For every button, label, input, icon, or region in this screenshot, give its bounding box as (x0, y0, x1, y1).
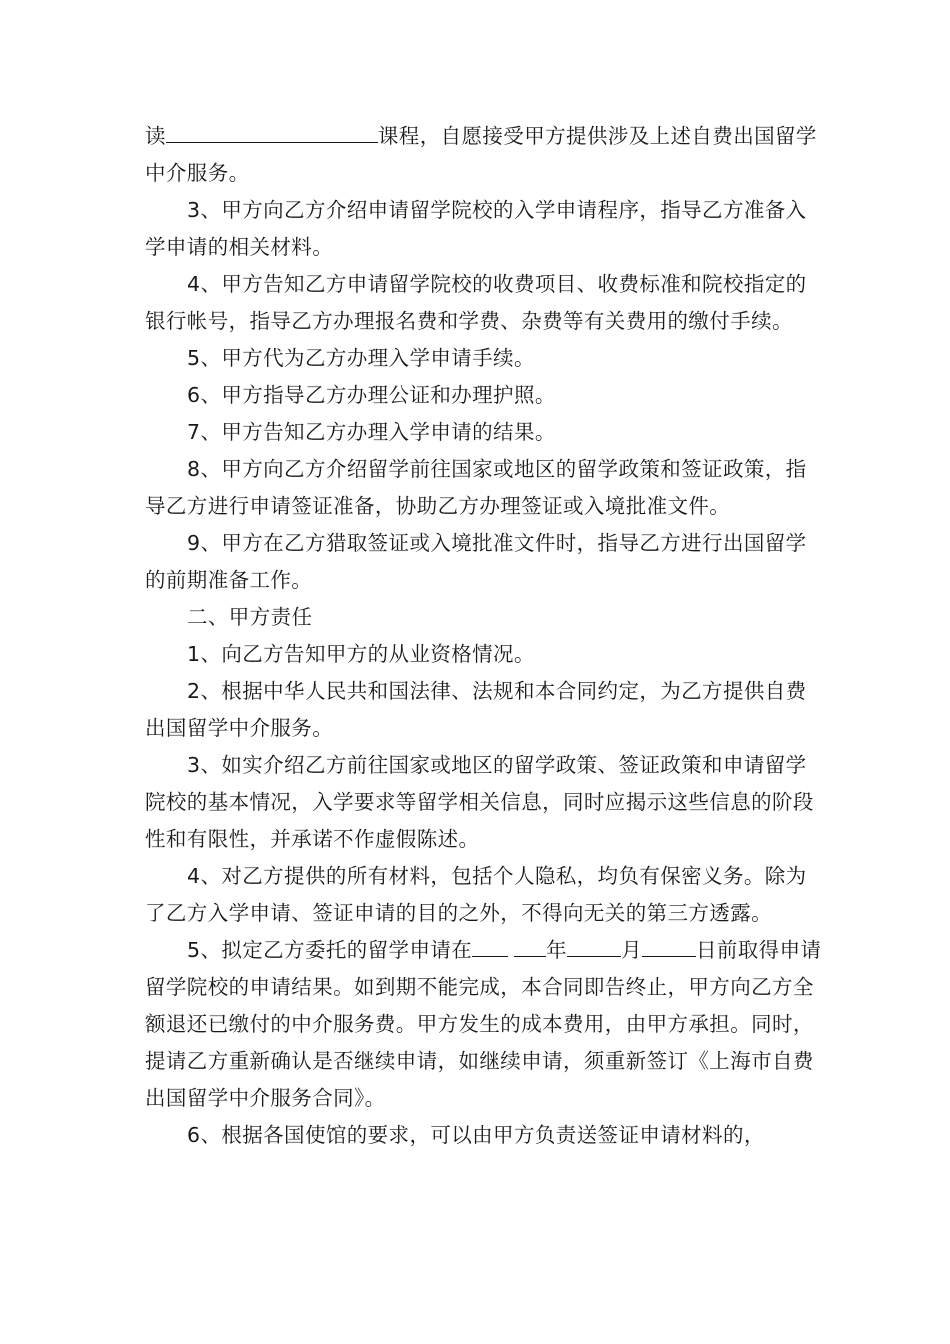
responsibility-item-4: 4、对乙方提供的所有材料，包括个人隐私，均负有保密义务。除为了乙方入学申请、签证申请的目的之外，不得向无关的第三方透露。 (145, 864, 807, 925)
text-segment: 5、拟定乙方委托的留学申请在 (187, 938, 473, 962)
responsibility-item-6: 6、根据各国使馆的要求，可以由甲方负责送签证申请材料的， (187, 1123, 765, 1147)
service-item-6: 6、甲方指导乙方办理公证和办理护照。 (187, 383, 556, 407)
blank-day (642, 932, 696, 957)
service-item-5: 5、甲方代为乙方办理入学申请手续。 (187, 346, 535, 370)
text-segment: 读 (145, 124, 166, 148)
section-heading-party-a-responsibility: 二、甲方责任 (187, 605, 313, 629)
responsibility-item-2: 2、根据中华人民共和国法律、法规和本合同约定，为乙方提供自费出国留学中介服务。 (145, 679, 807, 740)
text-segment: 课程，自愿接受甲方提供涉及上述自费出国留学中介服务。 (145, 124, 817, 185)
blank-year-part-2 (514, 932, 546, 957)
responsibility-item-5 (145, 932, 825, 1117)
blank-month (567, 932, 621, 957)
service-item-9: 9、甲方在乙方猎取签证或入境批准文件时，指导乙方进行出国留学的前期准备工作。 (145, 531, 807, 592)
document-body (145, 118, 825, 1154)
paragraph-course-continuation (145, 118, 825, 192)
blank-year-part-1 (472, 932, 508, 957)
responsibility-item-3: 3、如实介绍乙方前往国家或地区的留学政策、签证政策和申请留学院校的基本情况，入学要求等留学相关信息，同时应揭示这些信息的阶段性和有限性，并承诺不作虚假陈述。 (145, 753, 814, 851)
responsibility-item-1: 1、向乙方告知甲方的从业资格情况。 (187, 642, 535, 666)
service-item-7: 7、甲方告知乙方办理入学申请的结果。 (187, 420, 556, 444)
text-segment: 日前取得申请留学院校的申请结果。如到期不能完成，本合同即告终止，甲方向乙方全额退还已缴付的中介服务费。甲方发生的成本费用，由甲方承担。同时，提请乙方重新确认是否继续申请，如继续申请，须重新签订《上海市自费出国留学中介服务合同》。 (145, 938, 822, 1110)
blank-course-name (166, 118, 378, 143)
year-label: 年 (546, 938, 568, 962)
service-item-8: 8、甲方向乙方介绍留学前往国家或地区的留学政策和签证政策，指导乙方进行申请签证准备，协助乙方办理签证或入境批准文件。 (145, 457, 807, 518)
month-label: 月 (621, 938, 642, 962)
service-item-3: 3、甲方向乙方介绍申请留学院校的入学申请程序，指导乙方准备入学申请的相关材料。 (145, 198, 807, 259)
service-item-4: 4、甲方告知乙方申请留学院校的收费项目、收费标准和院校指定的银行帐号，指导乙方办理报名费和学费、杂费等有关费用的缴付手续。 (145, 272, 807, 333)
